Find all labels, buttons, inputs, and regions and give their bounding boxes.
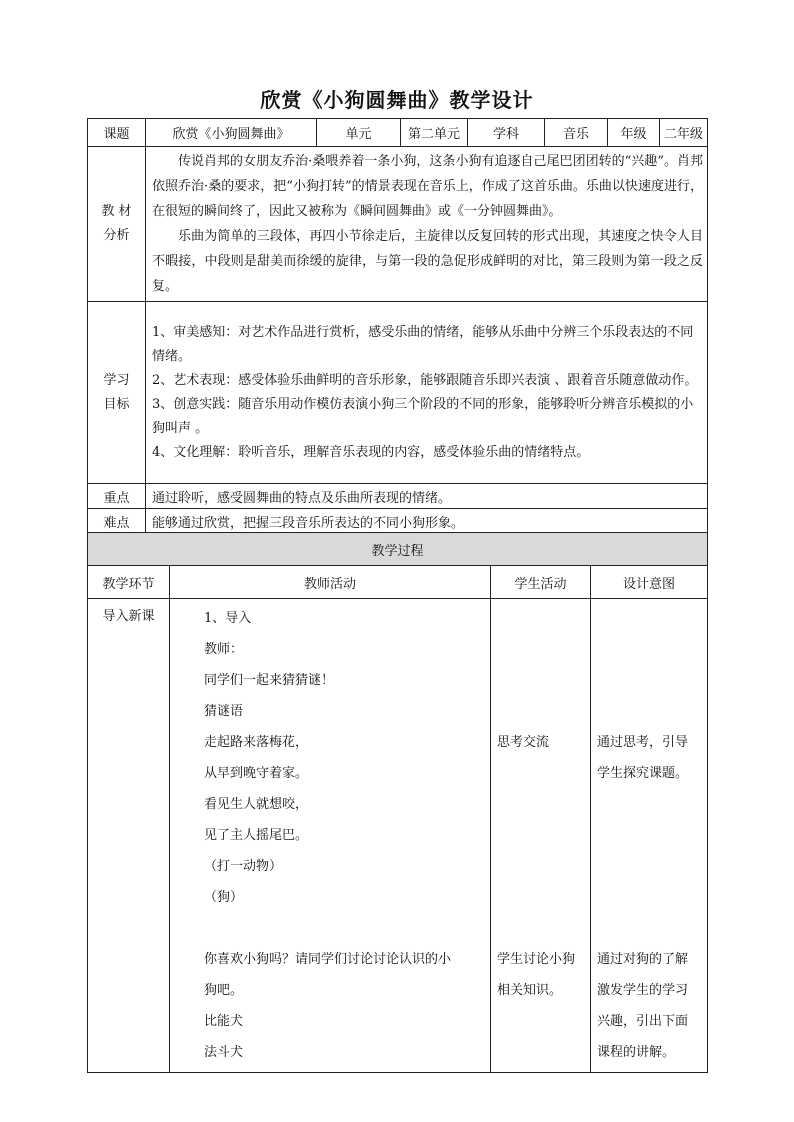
- intent-line: 激发学生的学习: [597, 983, 689, 998]
- teacher-line: （打一动物）: [204, 859, 283, 874]
- student-activity: [491, 599, 591, 1073]
- header-student: 学生活动: [491, 566, 591, 599]
- analysis-label: 教 材 分析: [88, 147, 146, 302]
- page-title: 欣赏《小狗圆舞曲》教学设计: [260, 88, 534, 112]
- teacher-activity: [170, 599, 491, 1073]
- intent-line: 学生探究课题。: [597, 766, 689, 781]
- student-line: 学生讨论小狗: [497, 952, 576, 967]
- unit-value: 第二单元: [401, 119, 468, 147]
- header-stage: 教学环节: [88, 566, 170, 599]
- process-band-row: [88, 533, 708, 566]
- difficulty-row: [88, 509, 708, 534]
- grade-label: 年级: [608, 119, 660, 147]
- goals-row: [88, 302, 708, 484]
- teacher-line: 1、导入: [204, 611, 252, 626]
- spacer: [204, 913, 484, 944]
- subject-label: 学科: [468, 119, 545, 147]
- topic-value: 欣赏《小狗圆舞曲》: [146, 119, 317, 147]
- header-teacher: 教师活动: [170, 566, 491, 599]
- process-table: [87, 532, 708, 1073]
- goals-label: 学习 目标: [88, 302, 146, 484]
- teacher-line: 从早到晚守着家。: [204, 766, 309, 781]
- intent-line: 通过思考，引导: [597, 735, 689, 750]
- intent-line: 兴趣，引出下面: [597, 1014, 689, 1029]
- analysis-content: [146, 147, 708, 302]
- teacher-line: 狗吧。: [204, 983, 244, 998]
- teacher-line: 法斗犬: [204, 1045, 244, 1060]
- goal-item: 3、创意实践：随音乐用动作模仿表演小狗三个阶段的不同的形象，能够聆听分辨音乐模拟的小狗叫声 。: [152, 396, 694, 436]
- process-row: [88, 599, 708, 1073]
- process-band: 教学过程: [88, 533, 708, 566]
- difficulty-text: 能够通过欣赏，把握三段音乐所表达的不同小狗形象。: [146, 509, 708, 534]
- teacher-line: 见了主人摇尾巴。: [204, 828, 309, 843]
- teacher-line: 看见生人就想咬，: [204, 797, 309, 812]
- teacher-line: （狗）: [204, 890, 244, 905]
- teacher-line: 你喜欢小狗吗？请同学们讨论讨论认识的小: [204, 952, 452, 967]
- intent-line: 课程的讲解。: [597, 1045, 676, 1060]
- key-point-row: [88, 484, 708, 509]
- student-line: 相关知识。: [497, 983, 563, 998]
- goal-item: 2、艺术表现：感受体验乐曲鲜明的音乐形象，能够跟随音乐即兴表演 、跟着音乐随意做动作。: [152, 372, 698, 388]
- analysis-row: [88, 147, 708, 302]
- stage-cell: 导入新课: [88, 599, 170, 1073]
- grade-value: 二年级: [660, 119, 708, 147]
- topic-label: 课题: [88, 119, 146, 147]
- unit-label: 单元: [317, 119, 401, 147]
- student-line: 思考交流: [497, 735, 550, 750]
- teacher-line: 猜谜语: [204, 704, 244, 719]
- process-header-row: [88, 566, 708, 599]
- header-intent: 设计意图: [591, 566, 708, 599]
- goal-item: 4、文化理解：聆听音乐，理解音乐表现的内容，感受体验乐曲的情绪特点。: [152, 444, 590, 460]
- goals-content: [146, 302, 708, 484]
- teacher-line: 走起路来落梅花，: [204, 735, 309, 750]
- analysis-paragraph: 传说肖邦的女朋友乔治·桑喂养着一条小狗，这条小狗有追逐自己尾巴团团转的“兴趣”。肖邦依照乔治·桑的要求，把“小狗打转”的情景表现在音乐上，作成了这首乐曲。乐曲以快速度进行，在很短的瞬间终了，因此又被称为《瞬间圆舞曲》或《一分钟圆舞曲》。: [152, 154, 704, 219]
- subject-value: 音乐: [545, 119, 608, 147]
- info-table: [87, 118, 708, 534]
- teacher-line: 教师：: [204, 642, 244, 657]
- info-row: [88, 119, 708, 147]
- key-point-text: 通过聆听，感受圆舞曲的特点及乐曲所表现的情绪。: [146, 484, 708, 509]
- teacher-line: 同学们一起来猜猜谜！: [204, 673, 335, 688]
- teacher-line: 比能犬: [204, 1014, 244, 1029]
- key-point-label: 重点: [88, 484, 146, 509]
- difficulty-label: 难点: [88, 509, 146, 534]
- goal-item: 1、审美感知：对艺术作品进行赏析，感受乐曲的情绪，能够从乐曲中分辨三个乐段表达的不同情绪。: [152, 324, 694, 364]
- analysis-paragraph: 乐曲为简单的三段体，再四小节徐走后，主旋律以反复回转的形式出现，其速度之快令人目不暇接，中段则是甜美而徐缓的旋律，与第一段的急促形成鲜明的对比，第三段则为第一段之反复。: [152, 229, 704, 294]
- design-intent: [591, 599, 708, 1073]
- intent-line: 通过对狗的了解: [597, 952, 689, 967]
